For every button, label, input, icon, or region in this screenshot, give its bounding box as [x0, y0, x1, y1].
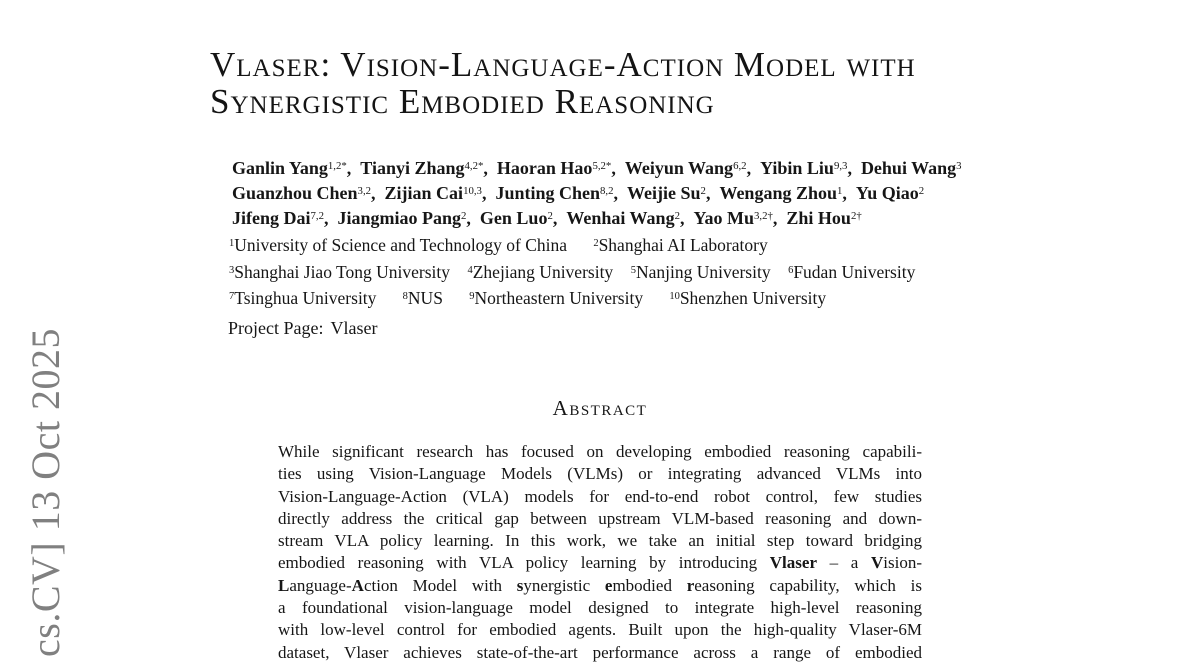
affiliation-line-2: $^3$Shanghai Jiao Tong University $^4$Zhejiang University $^5$Nanjing University $^6$Fudan University: [229, 261, 916, 282]
abstract-line: a foundational vision-language model designed to integrate high-level reasoning: [278, 598, 922, 618]
author-line-2: Guanzhou Chen$^{3,2}$, Zijian Cai$^{10,3}$, Junting Chen$^{8,2}$, Weijie Su$^2$, Wengang Zhou$^1$, Yu Qiao$^2$: [232, 183, 925, 203]
author-line-3: Jifeng Dai$^{7,2}$, Jiangmiao Pang$^2$, Gen Luo$^2$, Wenhai Wang$^2$, Yao $Mu^{3,2\dagger}$, Zhi Hou$^{2\dagger}$: [232, 208, 862, 228]
affiliation-line-3: $^7$Tsinghua University $^8$NUS $^9$Northeastern University $^{10}$Shenzhen University: [229, 288, 827, 308]
project-page-label: Project Page:: [228, 318, 324, 338]
abstract-line: embodied reasoning with VLA policy learning by introducing Vlaser – a Vision-: [278, 553, 922, 573]
author-block: [232, 157, 962, 232]
arxiv-stamp: cs.CV] 13 Oct 2025: [23, 328, 68, 657]
affiliation-block: [229, 234, 915, 314]
project-page-link[interactable]: Vlaser: [330, 318, 378, 338]
paper-title-line-2: Synergistic Embodied Reasoning: [210, 82, 715, 121]
abstract-line: ties using Vision-Language Models (VLMs) or integrating advanced VLMs into: [278, 464, 922, 484]
abstract-heading: Abstract: [552, 396, 648, 420]
abstract-body: [278, 441, 922, 664]
paper-title: [210, 46, 916, 120]
project-page-row: [228, 317, 377, 339]
abstract-line: stream VLA policy learning. In this work, we take an initial step toward bridging: [278, 531, 922, 551]
abstract-line: dataset, Vlaser achieves state-of-the-art performance across a range of embodied: [278, 642, 922, 662]
abstract-line: Language-Action Model with synergistic embodied reasoning capability, which is: [278, 575, 922, 595]
abstract-line: directly address the critical gap between upstream VLM-based reasoning and down-: [278, 508, 922, 528]
author-line-1: Ganlin Yang$^{1,2*}$, Tianyi Zhang$^{4,2*}$, Haoran Hao$^{5,2*}$, Weiyun Wang$^{6,2}$, Yibin Liu$^{9,3}$, Dehui Wang$^3$: [232, 158, 962, 178]
paper-title-line-1: Vlaser: Vision-Language-Action Model with: [210, 45, 916, 84]
abstract-line: While significant research has focused on developing embodied reasoning capabili-: [278, 442, 922, 461]
abstract-line: Vision-Language-Action (VLA) models for end-to-end robot control, few studies: [278, 486, 922, 506]
affiliation-line-1: $^1$University of Science and Technology of China $^2$Shanghai AI Laboratory: [229, 235, 768, 255]
abstract-line: with low-level control for embodied agents. Built upon the high-quality Vlaser-6M: [278, 620, 922, 640]
